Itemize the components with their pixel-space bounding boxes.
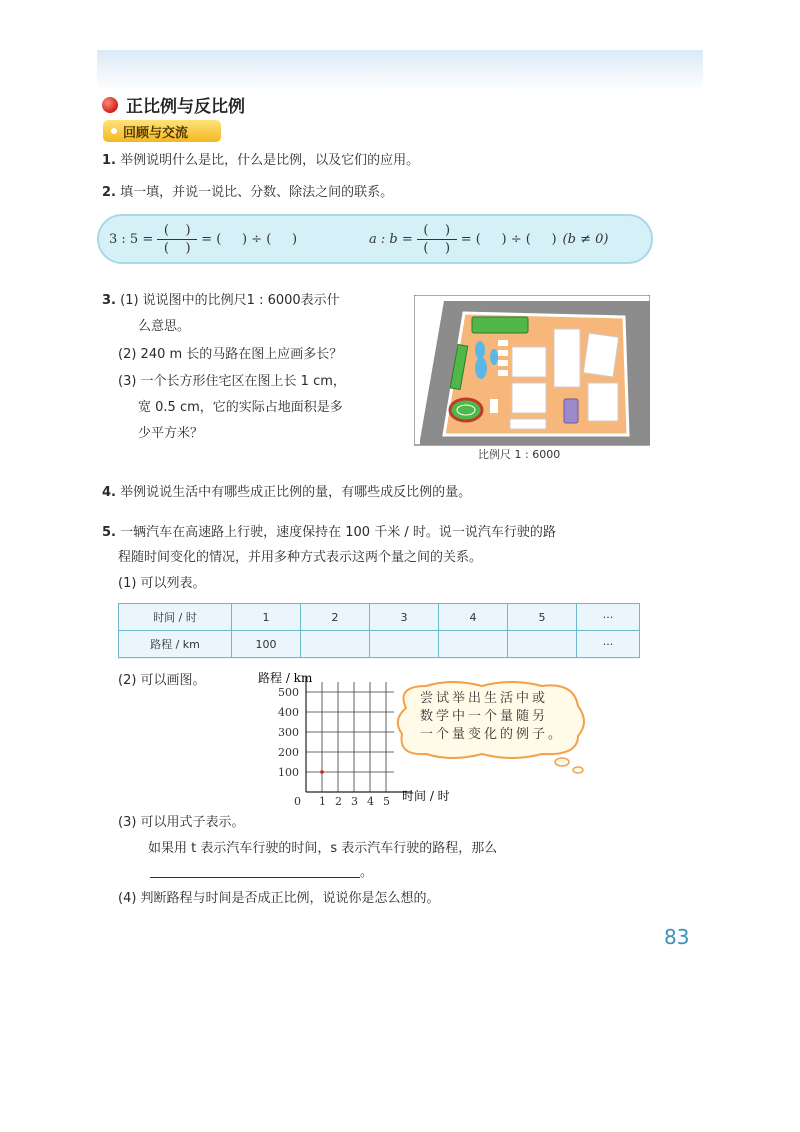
x-tick-label: 2 [335,795,342,808]
table-row [119,631,640,658]
x-tick-label: 0 [294,795,301,808]
distance-time-table [118,603,640,658]
question-text: 程随时间变化的情况，并用多种方式表示这两个量之间的关系。 [118,550,483,565]
table-row [119,604,640,631]
formula-left [109,216,297,262]
question-number: 3. [102,293,116,308]
review-tab [103,120,221,142]
question-number: 2. [102,185,116,200]
question-text: 。 [360,865,374,880]
data-table-wrap [118,603,640,659]
page-header-band [97,50,703,92]
data-point [320,770,324,774]
x-axis-label: 时间 / 时 [402,789,450,803]
table-cell: ··· [577,631,640,658]
numerator-blank: ( ) [423,222,451,238]
question-2 [102,182,393,204]
table-cell: 100 [232,631,301,658]
table-cell [508,631,577,658]
fraction-blank [157,223,197,256]
question-number: 1. [102,153,116,168]
bubble-line: 尝试举出生活中或 [420,691,549,706]
question-text: (3) 一个长方形住宅区在图上长 1 cm， [118,374,346,389]
division-blank: = ( ) ÷ ( ) [201,231,298,247]
y-tick-label: 100 [278,766,299,779]
denominator-blank: ( ) [163,240,191,256]
fraction-bar [417,239,457,240]
fraction-bar [157,239,197,240]
table-header-cell: 时间 / 时 [119,604,232,631]
review-tab-label: 回顾与交流 [123,125,189,141]
table-cell [439,631,508,658]
denominator-blank: ( ) [423,240,451,256]
question-text: 如果用 t 表示汽车行驶的时间，s 表示汽车行驶的路程，那么 [148,841,498,856]
table-cell: 3 [370,604,439,631]
question-text: 举例说说生活中有哪些成正比例的量，有哪些成反比例的量。 [120,485,472,500]
question-part: (3) 可以用式子表示。 [118,815,245,830]
y-axis-label: 路程 / km [258,671,313,685]
district-map [414,295,650,460]
page-number: 83 [664,925,690,949]
table-cell: 2 [301,604,370,631]
section-title-text: 正比例与反比例 [126,97,245,117]
chart-points [320,770,324,774]
question-text: 么意思。 [138,319,191,334]
question-part: (4) 判断路程与时间是否成正比例，说说你是怎么想的。 [118,891,440,906]
question-text: 一辆汽车在高速路上行驶，速度保持在 100 千米 / 时。说一说汽车行驶的路 [120,525,556,540]
question-number: 5. [102,525,116,540]
section-title [102,92,245,117]
formula-right [369,216,608,262]
answer-blank[interactable] [150,877,360,878]
table-header-cell: 路程 / km [119,631,232,658]
table-cell: 1 [232,604,301,631]
y-tick-label: 200 [278,746,299,759]
question-number: 4. [102,485,116,500]
x-tick-label: 5 [383,795,390,808]
y-tick-label: 300 [278,726,299,739]
question-text: (1) 说说图中的比例尺1 : 6000表示什 [120,293,340,308]
x-tick-label: 1 [319,795,326,808]
bubble-line: 一个量变化的例子。 [420,727,565,742]
question-3 [102,290,340,312]
table-cell: 4 [439,604,508,631]
question-1 [102,150,419,172]
question-part: (2) 可以画图。 [118,673,206,688]
map-scale-label: 比例尺 1 : 6000 [478,448,561,461]
tab-dot-icon [111,128,117,134]
x-tick-label: 4 [367,795,374,808]
bubble-line: 数学中一个量随另 [420,709,549,724]
question-text: 举例说明什么是比，什么是比例，以及它们的应用。 [120,153,420,168]
table-cell [301,631,370,658]
numerator-blank: ( ) [163,222,191,238]
question-part: (1) 可以列表。 [118,576,206,591]
y-tick-label: 400 [278,706,299,719]
map-illustration [414,295,650,460]
section-bullet-icon [102,97,118,113]
table-cell: 5 [508,604,577,631]
division-blank: = ( ) ÷ ( ) [460,231,557,247]
question-text: 少平方米？ [138,426,204,441]
chart-ticks [278,686,390,808]
question-text: 填一填，并说一说比、分数、除法之间的联系。 [120,185,394,200]
table-cell [370,631,439,658]
thought-bubble [392,678,592,774]
question-5 [102,522,556,544]
ratio-expr: 3 : 5 = [109,231,154,247]
formula-box [97,214,653,264]
question-text: (2) 240 m 长的马路在图上应画多长？ [118,347,343,362]
fraction-blank [417,223,457,256]
ratio-expr: a : b = [369,231,413,247]
x-tick-label: 3 [351,795,358,808]
condition-text: (b ≠ 0) [562,231,609,247]
table-cell: ··· [577,604,640,631]
question-text: 宽 0.5 cm，它的实际占地面积是多 [138,400,343,415]
question-4 [102,482,471,504]
y-tick-label: 500 [278,686,299,699]
